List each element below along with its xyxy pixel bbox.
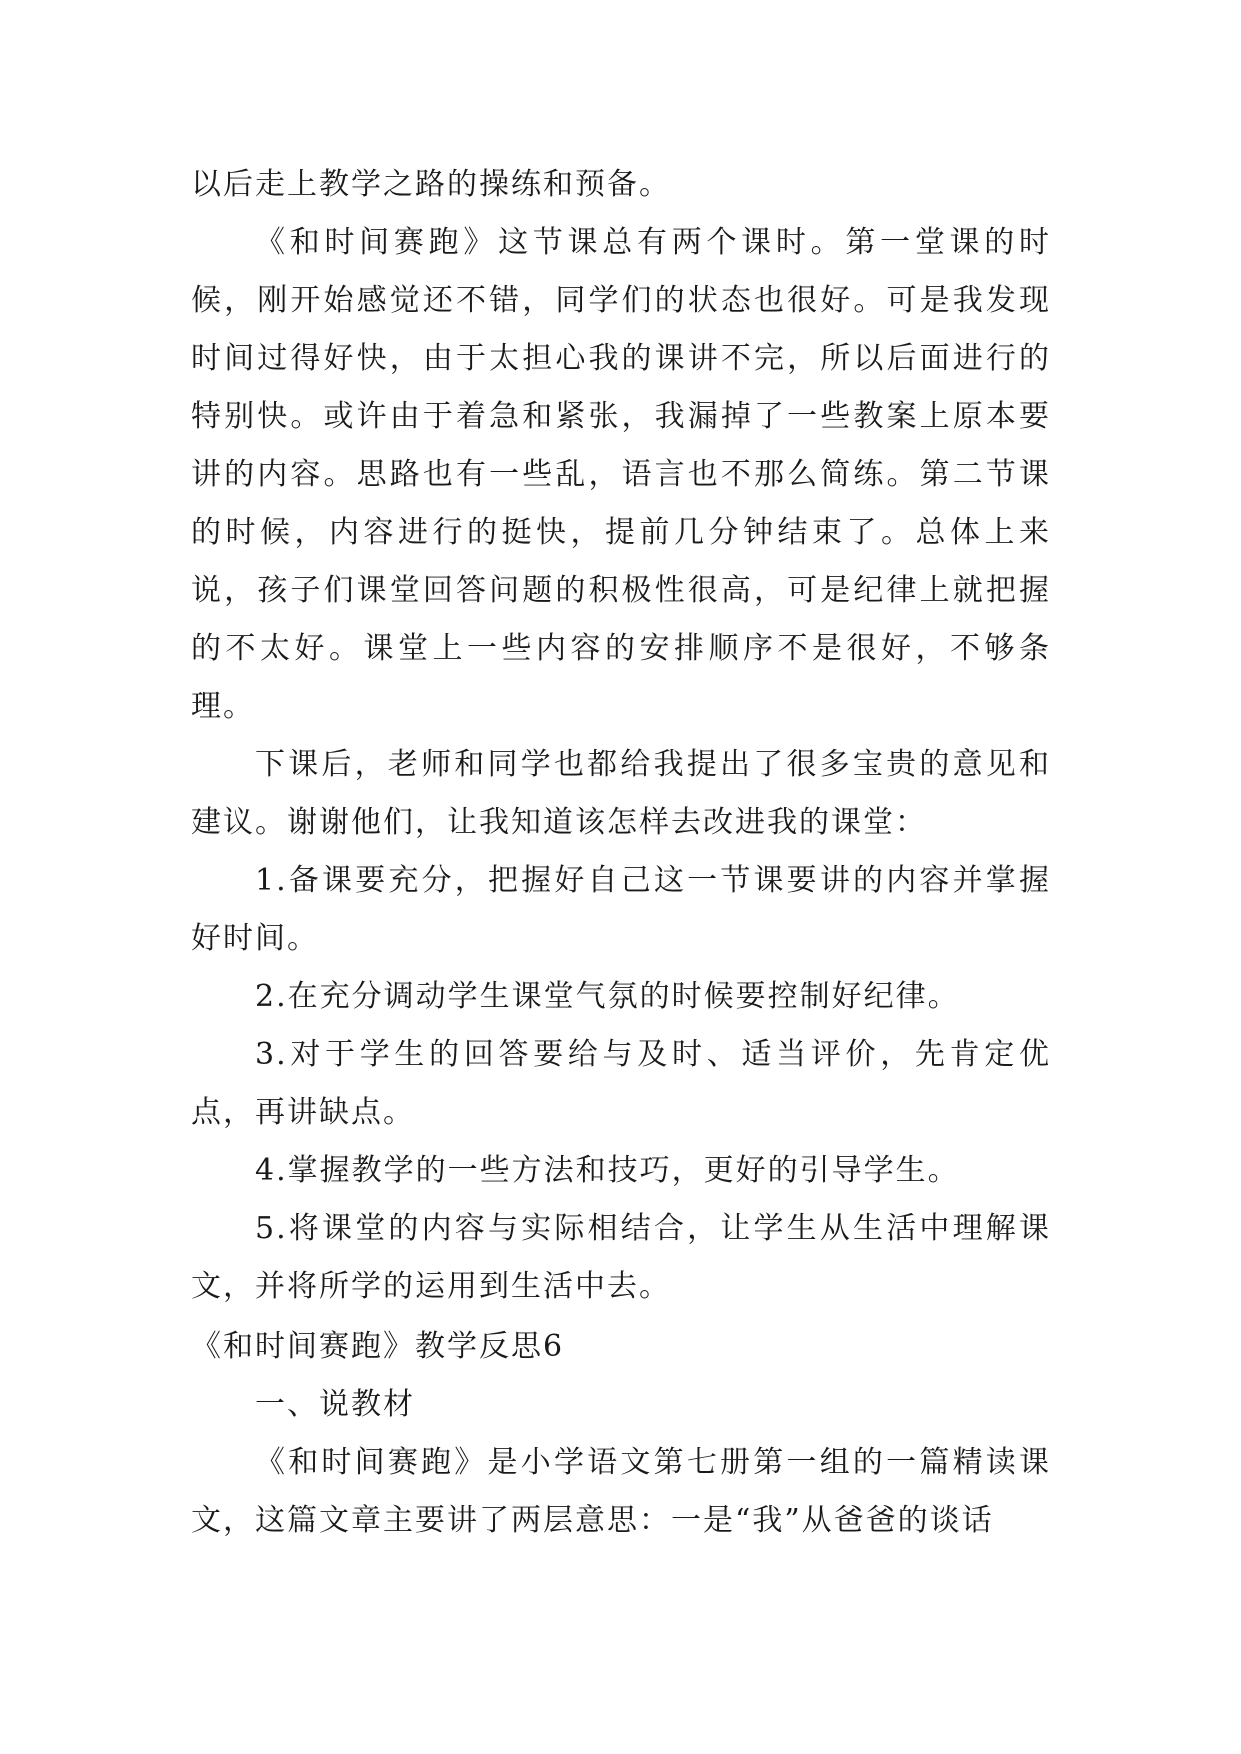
document-body-section [191, 1318, 1051, 1550]
section-title: 《和时间赛跑》教学反思6 [191, 1329, 565, 1364]
list-item-2: 2.在充分调动学生课堂气氛的时候要控制好纪律。 [255, 979, 960, 1014]
paragraph-continuation: 以后走上教学之路的操练和预备。 [191, 167, 671, 202]
list-item-5: 5.将课堂的内容与实际相结合，让学生从生活中理解课文，并将所学的运用到生活中去。 [191, 1211, 1051, 1304]
paragraph-lesson-reflection: 《和时间赛跑》这节课总有两个课时。第一堂课的时候，刚开始感觉还不错，同学们的状态也很好。可是我发现时间过得好快，由于太担心我的课讲不完，所以后面进行的特别快。或许由于着急和紧张，我漏掉了一些教案上原本要讲的内容。思路也有一些乱，语言也不那么简练。第二节课的时候，内容进行的挺快，提前几分钟结束了。总体上来说，孩子们课堂回答问题的积极性很高，可是纪律上就把握的不太好。课堂上一些内容的安排顺序不是很好，不够条理。 [191, 225, 1051, 724]
document-body-top [191, 156, 1051, 1316]
list-item-3: 3.对于学生的回答要给与及时、适当评价，先肯定优点，再讲缺点。 [191, 1037, 1051, 1130]
section-paragraph: 《和时间赛跑》是小学语文第七册第一组的一篇精读课文，这篇文章主要讲了两层意思：一是“我”从爸爸的谈话 [191, 1445, 1051, 1538]
list-item-4: 4.掌握教学的一些方法和技巧，更好的引导学生。 [255, 1153, 960, 1188]
paragraph-feedback-intro: 下课后，老师和同学也都给我提出了很多宝贵的意见和建议。谢谢他们，让我知道该怎样去改进我的课堂： [191, 747, 1051, 840]
list-item-1: 1.备课要充分，把握好自己这一节课要讲的内容并掌握好时间。 [191, 863, 1051, 956]
section-subheading: 一、说教材 [255, 1387, 415, 1422]
